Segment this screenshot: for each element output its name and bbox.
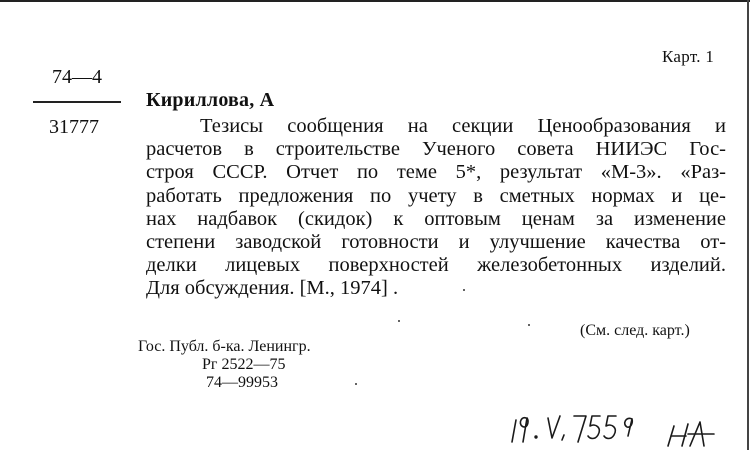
card-right-border	[747, 0, 749, 450]
description-line: работать предложения по учету в сметных нормах и це-	[146, 184, 726, 207]
description-line: строя СССР. Отчет по теме 5*, результат «М-3». «Раз-	[146, 161, 726, 184]
call-number-divider	[33, 101, 121, 103]
card-number: Карт. 1	[662, 47, 715, 66]
paper-speck	[355, 383, 357, 385]
see-next-card-note: (См. след. карт.)	[580, 322, 690, 339]
paper-speck	[463, 289, 465, 291]
description-line: расчетов в строительстве Ученого совета НИИЭС Гос-	[146, 138, 726, 161]
description-line: степени заводской готовности и улучшение качества от-	[146, 230, 726, 253]
library-name: Гос. Публ. б-ка. Ленингр.	[138, 338, 311, 355]
library-code-1: Рг 2522—75	[202, 356, 286, 373]
call-number-bottom: 31777	[49, 116, 99, 138]
description-line: делки лицевых поверхностей железобетонных изделий.	[146, 254, 726, 277]
handwritten-note	[508, 404, 748, 450]
library-code-2: 74—99953	[206, 374, 278, 391]
call-number-top: 74—4	[52, 66, 102, 88]
author-heading: Кириллова, А	[146, 89, 275, 111]
paper-speck	[528, 324, 530, 326]
bibliographic-description	[146, 115, 726, 301]
library-stamp	[138, 338, 311, 392]
paper-speck	[398, 320, 400, 322]
description-line: нах надбавок (скидок) к оптовым ценам за изменение	[146, 207, 726, 230]
description-line: Для обсуждения. [М., 1974] .	[146, 277, 399, 300]
card-top-border	[0, 0, 750, 2]
description-line: Тезисы сообщения на секции Ценообразования и	[200, 115, 726, 137]
